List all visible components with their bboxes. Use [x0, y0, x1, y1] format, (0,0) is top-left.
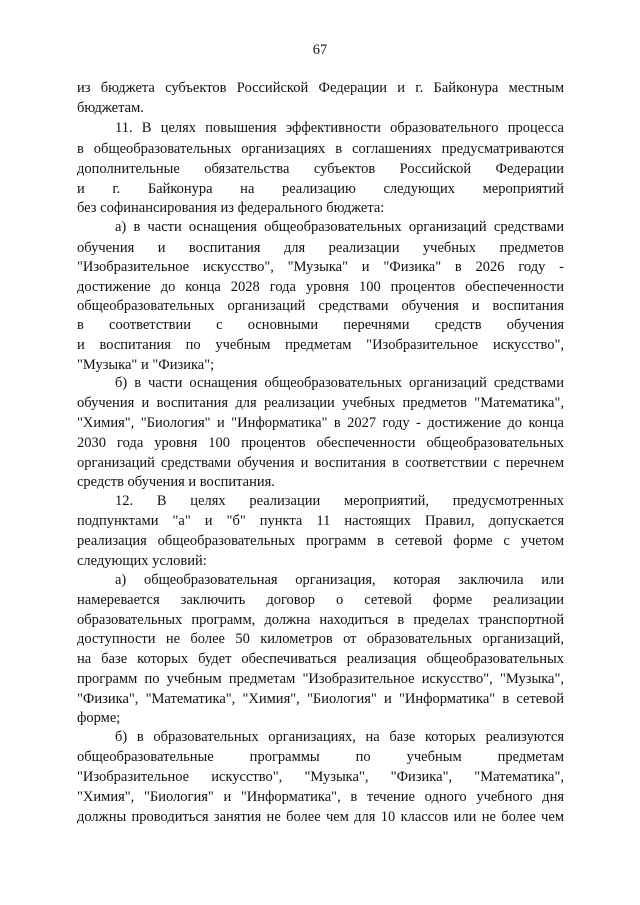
- text-line: программ по учебным предметам "Изобразительное искусство", "Музыка",: [77, 671, 564, 687]
- text-line: намеревается заключить договор о сетевой форме реализации: [77, 592, 564, 608]
- text-line: "Музыка" и "Физика";: [77, 357, 215, 373]
- text-line: обучения и воспитания для реализации учебных предметов "Математика",: [77, 395, 564, 411]
- text-line: "Физика", "Математика", "Химия", "Биология" и "Информатика" в сетевой: [77, 691, 564, 707]
- text-line: 12. В целях реализации мероприятий, предусмотренных: [115, 493, 564, 509]
- text-line: а) общеобразовательная организация, которая заключила или: [115, 572, 564, 588]
- text-line: бюджетам.: [77, 100, 144, 116]
- text-line: доступности не более 50 километров от образовательных организаций,: [77, 631, 564, 647]
- text-line: "Изобразительное искусство", "Музыка" и "Физика" в 2026 году -: [77, 259, 564, 275]
- text-line: б) в образовательных организациях, на базе которых реализуются: [115, 729, 564, 745]
- text-line: в общеобразовательных организациях в соглашениях предусматриваются: [77, 141, 564, 157]
- text-line: 11. В целях повышения эффективности образовательного процесса: [115, 120, 564, 136]
- text-line: форме;: [77, 710, 121, 726]
- text-line: общеобразовательные программы по учебным предметам: [77, 749, 564, 765]
- text-line: из бюджета субъектов Российской Федерации и г. Байконура местным: [77, 80, 564, 96]
- text-line: и г. Байконура на реализацию следующих мероприятий: [77, 181, 564, 197]
- text-line: без софинансирования из федерального бюджета:: [77, 200, 385, 216]
- text-line: средств обучения и воспитания.: [77, 474, 275, 490]
- text-line: подпунктами "а" и "б" пункта 11 настоящих Правил, допускается: [77, 513, 564, 529]
- text-line: достижение до конца 2028 года уровня 100 процентов обеспеченности: [77, 279, 564, 295]
- text-line: и воспитания по учебным предметам "Изобразительное искусство",: [77, 337, 564, 353]
- text-line: а) в части оснащения общеобразовательных организаций средствами: [115, 219, 564, 235]
- text-line: должны проводиться занятия не более чем для 10 классов или не более чем: [77, 809, 564, 825]
- text-line: "Химия", "Биология" и "Информатика" в 2027 году - достижение до конца: [77, 415, 564, 431]
- text-line: "Изобразительное искусство", "Музыка", "Физика", "Математика",: [77, 769, 564, 785]
- text-line: "Химия", "Биология" и "Информатика", в течение одного учебного дня: [77, 789, 564, 805]
- text-line: общеобразовательных организаций средствами обучения и воспитания: [77, 298, 564, 314]
- text-line: 2030 года уровня 100 процентов обеспеченности общеобразовательных: [77, 435, 564, 451]
- text-line: дополнительные обязательства субъектов Российской Федерации: [77, 161, 564, 177]
- text-line: реализация общеобразовательных программ в сетевой форме с учетом: [77, 533, 564, 549]
- page-number: 67: [312, 42, 328, 58]
- text-line: следующих условий:: [77, 553, 207, 569]
- text-line: обучения и воспитания для реализации учебных предметов: [77, 240, 564, 256]
- text-line: в соответствии с основными перечнями средств обучения: [77, 317, 564, 333]
- text-line: на базе которых будет обеспечиваться реализация общеобразовательных: [77, 651, 564, 667]
- text-line: б) в части оснащения общеобразовательных организаций средствами: [115, 375, 564, 391]
- text-line: образовательных программ, должна находиться в пределах транспортной: [77, 612, 564, 628]
- text-line: организаций средствами обучения и воспитания в соответствии с перечнем: [77, 455, 564, 471]
